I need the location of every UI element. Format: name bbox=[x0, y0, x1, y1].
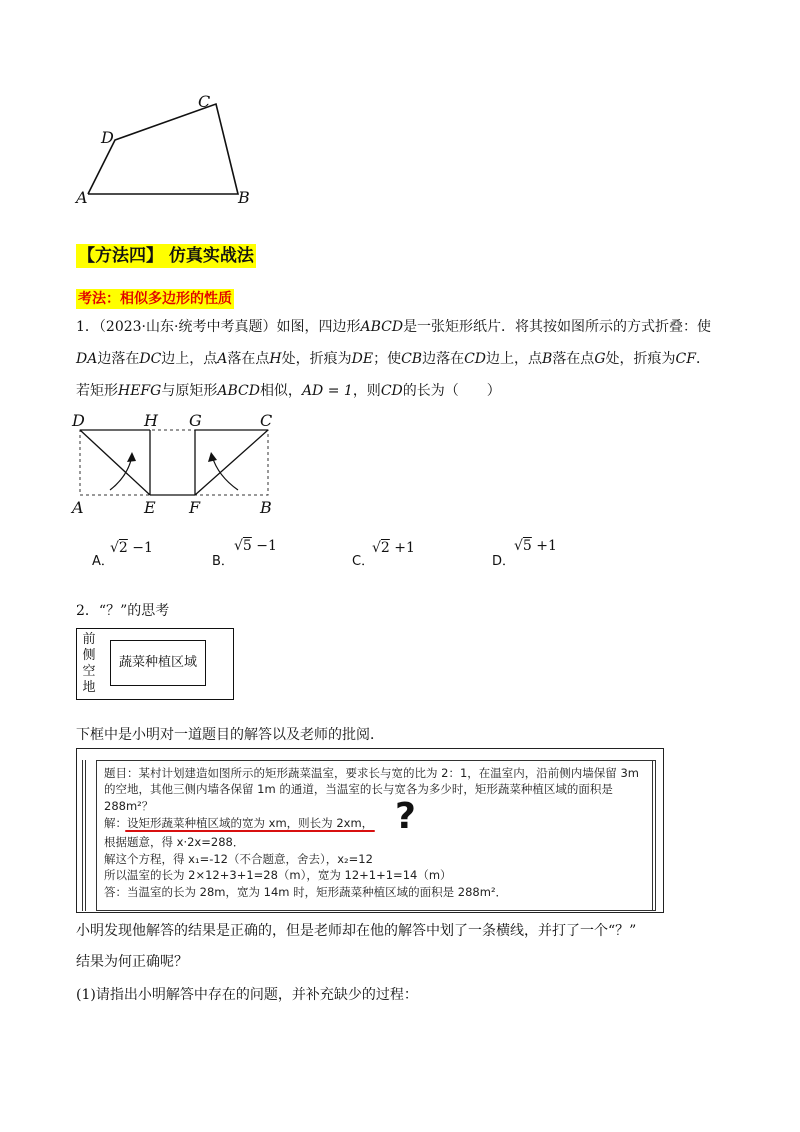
option-a[interactable]: A． √2 −1 bbox=[92, 540, 153, 569]
q1-text: 相似， bbox=[259, 383, 302, 399]
teacher-underline bbox=[125, 830, 375, 832]
q1-number: 1． bbox=[76, 319, 99, 335]
q1-text: 边落在 bbox=[97, 351, 140, 367]
q1-text: 处，折痕为 bbox=[281, 351, 352, 367]
option-d[interactable]: D． √5 +1 bbox=[492, 538, 557, 569]
option-letter: A． bbox=[92, 554, 114, 569]
planting-region: 蔬菜种植区域 bbox=[110, 640, 206, 686]
q1-text: 处，折痕为 bbox=[605, 351, 676, 367]
q1-a: A bbox=[217, 351, 228, 367]
solution-line-3: 288m²？ bbox=[104, 799, 154, 813]
q1-ad-eq: AD = 1 bbox=[301, 383, 353, 399]
greenhouse-diagram bbox=[76, 628, 234, 700]
solution-left-rule bbox=[82, 760, 86, 911]
q1-text: ，则 bbox=[352, 383, 381, 399]
quad-label-c: C bbox=[198, 92, 211, 111]
fold-arrow-right bbox=[212, 456, 238, 490]
fold-label-f: F bbox=[189, 498, 201, 517]
q1-text: 落在点 bbox=[552, 351, 595, 367]
fold-label-b: B bbox=[260, 498, 272, 517]
q1-g: G bbox=[594, 351, 606, 367]
quad-label-d: D bbox=[101, 128, 114, 147]
q2-number: 2． bbox=[76, 603, 99, 619]
solution-line-8: 答：当温室的长为 28m，宽为 14m 时，矩形蔬菜种植区域的面积是 288m²． bbox=[104, 885, 508, 899]
q1-cf: CF bbox=[675, 351, 696, 367]
fold-label-c: C bbox=[260, 411, 273, 430]
fold-label-a: A bbox=[72, 498, 84, 517]
option-radicand: 5 bbox=[522, 538, 532, 554]
solution-line-7: 所以温室的长为 2×12+3+1=28（m），宽为 12+1+1=14（m） bbox=[104, 868, 452, 882]
q1-da: DA bbox=[76, 351, 98, 367]
solution-right-rule bbox=[652, 760, 655, 911]
q1-abcd: ABCD bbox=[360, 319, 404, 335]
q1-text: ；使 bbox=[373, 351, 402, 367]
original-rectangle bbox=[80, 430, 268, 495]
fold-label-e: E bbox=[144, 498, 156, 517]
q2-title-text: “？”的思考 bbox=[98, 603, 170, 619]
option-letter: B． bbox=[212, 554, 234, 569]
q1-text: 落在点 bbox=[227, 351, 270, 367]
fold-arrow-left-head bbox=[127, 452, 136, 462]
option-radicand: 2 bbox=[380, 540, 390, 556]
fold-label-g: G bbox=[189, 411, 202, 430]
solution-line-2: 的空地，其他三侧内墙各保留 1m 的通道，当温室的长与宽各为多少时，矩形蔬菜种植区域的面积是 bbox=[104, 782, 613, 796]
label-char: 空 bbox=[82, 664, 96, 679]
q1-line3 bbox=[76, 381, 501, 401]
q1-text: 与原矩形 bbox=[161, 383, 218, 399]
option-sign: −1 bbox=[256, 538, 277, 554]
q1-source: （2023·山东·统考中考真题）如图，四边形 bbox=[98, 319, 361, 335]
option-sign: −1 bbox=[132, 540, 153, 556]
q1-text: 边上，点 bbox=[486, 351, 543, 367]
solution-line-4: 解：设矩形蔬菜种植区域的宽为 xm，则长为 2xm， bbox=[104, 816, 374, 830]
q1-text: 若矩形 bbox=[76, 383, 118, 399]
option-radicand: 2 bbox=[118, 540, 128, 556]
q2-after-2: 结果为何正确呢？ bbox=[76, 954, 188, 970]
solution-line-1: 题目：某村计划建造如图所示的矩形蔬菜温室，要求长与宽的比为 2：1，在温室内，沿前侧内墙保留 3m bbox=[104, 766, 639, 780]
quadrilateral-figure bbox=[70, 90, 260, 210]
option-c[interactable]: C． √2 +1 bbox=[352, 540, 415, 569]
q2-sub-1: (1)请指出小明解答中存在的问题，并补充缺少的过程： bbox=[76, 987, 418, 1003]
q1-h: H bbox=[269, 351, 282, 367]
method-heading: 【方法四】 仿真实战法 bbox=[78, 246, 254, 266]
option-b[interactable]: B． √5 −1 bbox=[212, 538, 277, 569]
quadrilateral-shape bbox=[88, 104, 238, 194]
option-letter: D． bbox=[492, 554, 516, 569]
fold-label-d: D bbox=[72, 411, 85, 430]
teacher-question-mark: ? bbox=[395, 796, 416, 837]
folding-figure bbox=[70, 410, 280, 515]
q1-dc: DC bbox=[139, 351, 162, 367]
quad-label-b: B bbox=[238, 188, 250, 207]
option-radicand: 5 bbox=[242, 538, 252, 554]
front-space-label bbox=[81, 632, 97, 696]
q1-hefg: HEFG bbox=[118, 383, 162, 399]
option-letter: C． bbox=[352, 554, 375, 569]
q1-line2 bbox=[76, 349, 710, 369]
label-char: 地 bbox=[82, 680, 96, 695]
q1-cb: CB bbox=[401, 351, 423, 367]
q1-abcd: ABCD bbox=[217, 383, 260, 399]
q1-line1 bbox=[76, 317, 711, 337]
option-sign: +1 bbox=[394, 540, 415, 556]
solution-line-6: 解这个方程，得 x₁=-12（不合题意，舍去），x₂=12 bbox=[104, 852, 373, 866]
quad-label-a: A bbox=[76, 188, 88, 207]
option-sign: +1 bbox=[536, 538, 557, 554]
label-char: 前 bbox=[82, 632, 96, 647]
label-char: 侧 bbox=[82, 648, 96, 663]
q1-cd: CD bbox=[464, 351, 487, 367]
q1-text: 边上，点 bbox=[161, 351, 218, 367]
q2-title bbox=[76, 601, 169, 621]
q1-text: 的长为（ ） bbox=[402, 383, 501, 399]
q1-line1-rest: 是一张矩形纸片．将其按如图所示的方式折叠：使 bbox=[403, 319, 712, 335]
fold-label-h: H bbox=[144, 411, 158, 430]
solution-line-5: 根据题意，得 x·2x=288． bbox=[104, 835, 245, 849]
q1-de: DE bbox=[351, 351, 374, 367]
q1-cd: CD bbox=[380, 383, 403, 399]
q2-after-1: 小明发现他解答的结果是正确的，但是老师却在他的解答中划了一条横线，并打了一个“？” bbox=[76, 923, 637, 939]
fold-arrow-right-head bbox=[208, 452, 217, 462]
topic-heading: 考法：相似多边形的性质 bbox=[78, 291, 232, 307]
q2-intro: 下框中是小明对一道题目的解答以及老师的批阅． bbox=[76, 727, 384, 743]
q1-b: B bbox=[542, 351, 553, 367]
q1-text: ． bbox=[695, 351, 710, 367]
q1-text: 边落在 bbox=[422, 351, 465, 367]
